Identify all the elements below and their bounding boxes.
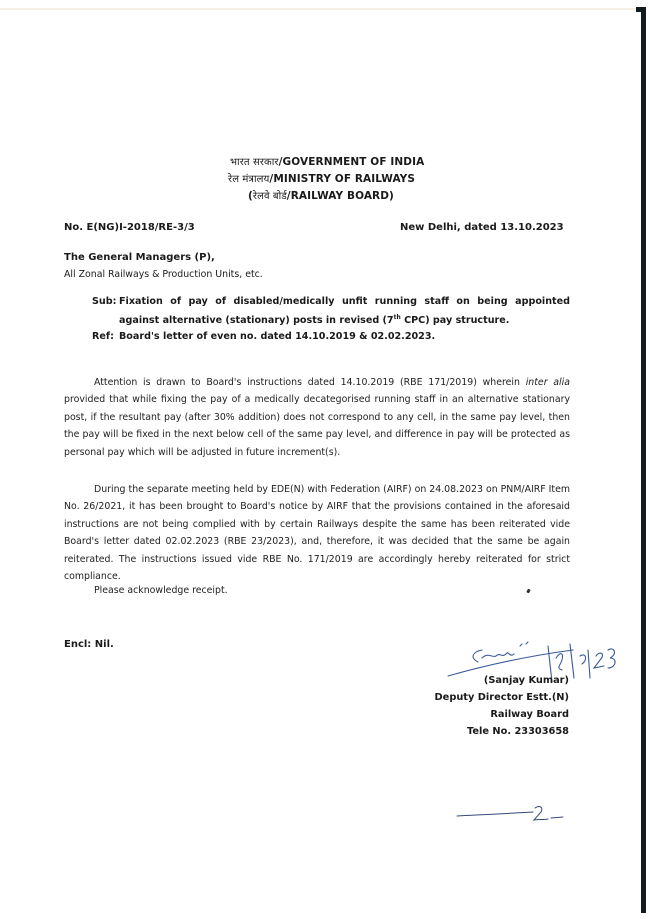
subject-block [92, 294, 570, 345]
body-paragraph-1: Attention is drawn to Board's instructions dated 14.10.2019 (RBE 171/2019) wherein inter alia provided that while fixing the pay of a medically decategorised running staff in an alternative stationary post, if the resultant pay (after 30% addition) does not correspond to any cell, in the same pay level, then the pay will be fixed in the next below cell of the same pay level, and difference in pay will be protected as personal pay which will be adjusted in future increment(s). [64, 377, 570, 458]
subject-label: Sub: [92, 296, 117, 307]
page-continuation-marker-icon [455, 800, 565, 824]
signatory-office: Railway Board [490, 709, 569, 720]
letter-place-date: New Delhi, dated 13.10.2023 [400, 222, 564, 233]
letterhead-board-hindi: रेलवे बोर्ड [252, 191, 287, 202]
letterhead-ministry-english: /MINISTRY OF RAILWAYS [269, 173, 416, 185]
letterhead-board [248, 188, 394, 202]
letterhead-ministry-hindi: रेल मंत्रालय [228, 174, 270, 185]
letterhead-board-paren: ( [248, 190, 253, 202]
body-paragraph-3: Please acknowledge receipt. [94, 585, 228, 596]
letterhead-government-hindi: भारत सरकार [230, 157, 279, 168]
addressee-units: All Zonal Railways & Production Units, etc. [64, 269, 263, 280]
subject-line-2: against alternative (stationary) posts in revised (7th CPC) pay structure. [119, 314, 510, 327]
subject-line-1: Fixation of pay of disabled/medically unfit running staff on being appointed [119, 296, 570, 307]
latin-phrase: inter alia [525, 377, 570, 388]
letter-number: No. E(NG)I-2018/RE-3/3 [64, 222, 195, 233]
letterhead-government [230, 154, 424, 168]
letterhead-government-english: /GOVERNMENT OF INDIA [278, 156, 425, 168]
reference-label: Ref: [92, 331, 114, 343]
signatory-name: (Sanjay Kumar) [483, 675, 569, 686]
body-paragraph-2: During the separate meeting held by EDE(N) with Federation (AIRF) on 24.08.2023 on PNM/AIRF Item No. 26/2021, it has been brought to Board's notice by AIRF that the provisions contained in the aforesaid instructions are not being complied with by certain Railways despite the same has been reiterated vide Board's letter dated 02.02.2023 (RBE 23/2023), and, therefore, it was decided that the same be again reiterated. The instructions issued vide RBE No. 171/2019 are accordingly hereby reiterated for strict compliance. [64, 484, 570, 583]
signature-block [435, 672, 569, 740]
signatory-designation: Deputy Director Estt.(N) [434, 692, 569, 703]
letterhead-board-english: /RAILWAY BOARD) [286, 190, 394, 202]
addressee-title: The General Managers (P), [64, 252, 215, 263]
enclosure-note: Encl: Nil. [64, 639, 114, 650]
signatory-phone: Tele No. 23303658 [466, 726, 569, 737]
reference-text: Board's letter of even no. dated 14.10.2019 & 02.02.2023. [119, 331, 436, 343]
letterhead-ministry [228, 171, 415, 185]
scan-artifact-right-edge [641, 7, 646, 913]
scan-artifact-top-line [0, 8, 640, 10]
